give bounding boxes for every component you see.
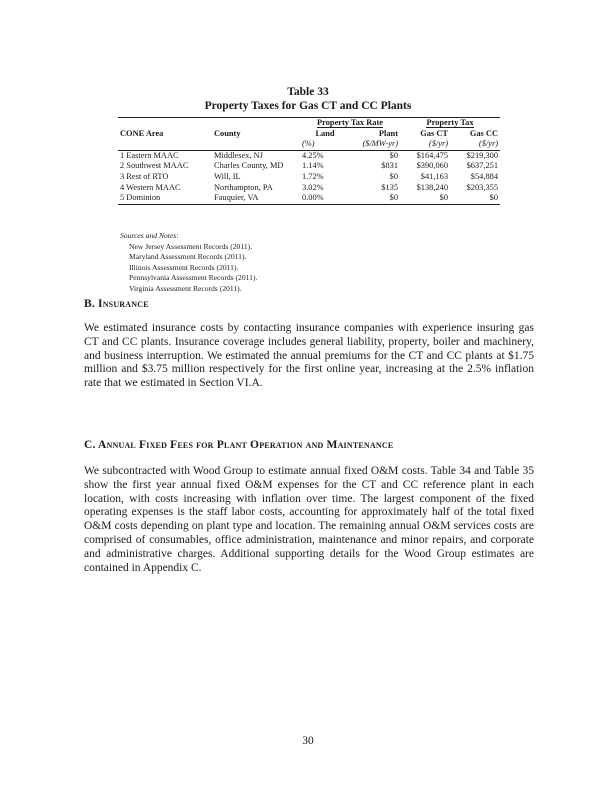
cell-area: 5 Dominion (120, 193, 161, 203)
col-header-land: Land (315, 128, 335, 138)
cell-county: Charles County, MD (214, 161, 284, 171)
cell-gas-ct: $0 (439, 193, 448, 203)
cell-area: 2 Southwest MAAC (120, 161, 189, 171)
col-header-plant: Plant (378, 128, 398, 138)
col-header-cone-area: CONE Area (120, 128, 164, 138)
cell-land: 0.00% (302, 193, 324, 203)
sources-and-notes (120, 231, 257, 294)
cell-county: Middlesex, NJ (214, 150, 263, 160)
table-header-row (118, 129, 500, 140)
cell-county: Northampton, PA (214, 182, 273, 192)
table-row (118, 193, 500, 204)
cell-gas-ct: $390,060 (416, 161, 448, 171)
table-group-header-row (118, 118, 500, 129)
cell-plant: $831 (381, 161, 398, 171)
note-item: Pennsylvania Assessment Records (2011). (129, 273, 258, 282)
cell-plant: $0 (389, 150, 398, 160)
cell-land: 3.02% (302, 182, 324, 192)
col-header-gas-cc: Gas CC (469, 128, 498, 138)
table-subtitle: Property Taxes for Gas CT and CC Plants (204, 100, 412, 112)
cell-land: 4.25% (302, 150, 324, 160)
unit-plant: ($/MW-yr) (362, 139, 398, 149)
cell-area: 1 Eastern MAAC (120, 150, 179, 160)
note-item: Virginia Assessment Records (2011). (129, 283, 242, 293)
note-item: Illinois Assessment Records (2011). (129, 262, 239, 272)
table-row (118, 150, 500, 161)
page-number: 30 (302, 735, 314, 747)
group-header-rate: Property Tax Rate (317, 118, 383, 127)
table-row (118, 183, 500, 194)
unit-gas-cc: ($/yr) (478, 139, 498, 149)
cell-plant: $0 (389, 171, 398, 181)
cell-gas-cc: $54,884 (470, 171, 498, 181)
unit-land: (%) (302, 139, 315, 149)
cell-area: 3 Rest of RTO (120, 171, 169, 181)
col-header-county: County (214, 128, 241, 138)
group-header-tax: Property Tax (426, 118, 474, 127)
cell-gas-ct: $41,163 (420, 171, 448, 181)
fixed-fees-paragraph: We subcontracted with Wood Group to estimate annual fixed O&M costs. Table 34 and Table 35 show the first year annual fixed O&M expenses for the CT and CC reference plant in each location, with costs increasing with inflation over time. The largest component of the fixed operating expenses is the staff labor costs, accounting for approximately half of the total fixed O&M costs depending on plant type and location. The remaining annual O&M services costs are comprised of consumables, office administration, maintenance and minor repairs, and corporate and administrative charges. Additional supporting details for the Wood Group estimates are contained in Appendix C. (84, 465, 534, 574)
cell-gas-cc: $219,300 (466, 150, 498, 160)
cell-county: Fauquier, VA (214, 193, 259, 203)
section-heading-insurance: B. Insurance (84, 298, 149, 310)
property-tax-table (118, 117, 500, 205)
cell-plant: $0 (389, 193, 398, 203)
cell-gas-cc: $203,355 (466, 182, 498, 192)
col-header-gas-ct: Gas CT (420, 128, 448, 138)
table-row (118, 172, 500, 183)
cell-plant: $135 (381, 182, 398, 192)
cell-land: 1.14% (302, 161, 324, 171)
cell-land: 1.72% (302, 171, 324, 181)
unit-gas-ct: ($/yr) (428, 139, 448, 149)
table-row (118, 161, 500, 172)
note-item: Maryland Assessment Records (2011). (129, 252, 247, 261)
note-item: New Jersey Assessment Records (2011). (129, 241, 253, 251)
notes-heading: Sources and Notes: (120, 231, 179, 240)
cell-gas-ct: $138,240 (416, 182, 448, 192)
table-title: Table 33 (287, 86, 329, 98)
cell-gas-cc: $637,251 (466, 161, 498, 171)
cell-gas-ct: $164,475 (416, 150, 448, 160)
insurance-paragraph: We estimated insurance costs by contacting insurance companies with experience insuring gas CT and CC plants. Insurance coverage includes general liability, property, boiler and machinery, and business interruption. We estimated the annual premiums for the CT and CC plants at $1.75 million and $3.75 million respectively for the first online year, increasing at the 2.5% inflation rate that we estimated in Section VI.A. (84, 322, 534, 390)
section-heading-fixed-fees: C. Annual Fixed Fees for Plant Operation and Maintenance (84, 439, 394, 451)
cell-county: Will, IL (214, 171, 241, 181)
cell-gas-cc: $0 (489, 193, 498, 203)
table-units-row (118, 139, 500, 150)
cell-area: 4 Western MAAC (120, 182, 181, 192)
